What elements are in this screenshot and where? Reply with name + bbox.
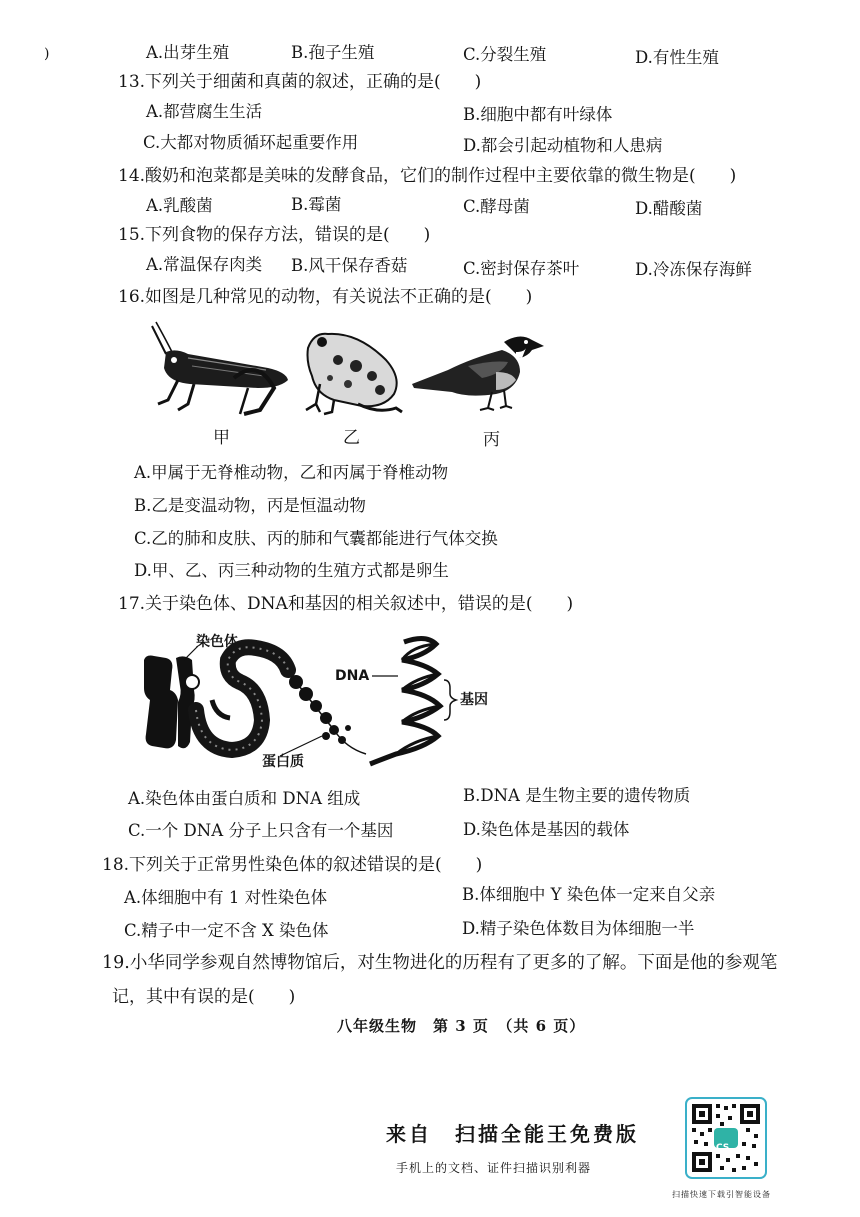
qr-badge: CS [716, 1143, 730, 1153]
q19-stem-line1: 19.小华同学参观自然博物馆后，对生物进化的历程有了更多的了解。下面是他的参观笔 [102, 953, 778, 973]
q15-stem: 15.下列食物的保存方法，错误的是( ) [118, 225, 431, 245]
page-footer: 八年级生物 第 3 页 （共 6 页） [337, 1017, 586, 1035]
q14-option-d: D.醋酸菌 [635, 199, 703, 218]
q19-stem-line2: 记，其中有误的是( ) [112, 987, 296, 1007]
q12-option-c: C.分裂生殖 [463, 45, 547, 64]
q12-option-a: A.出芽生殖 [146, 43, 230, 62]
q17-option-c: C.一个 DNA 分子上只含有一个基因 [128, 821, 394, 840]
q14-stem: 14.酸奶和泡菜都是美味的发酵食品，它们的制作过程中主要依靠的微生物是( ) [118, 166, 737, 186]
q14-option-b: B.霉菌 [291, 195, 342, 214]
q18-option-a: A.体细胞中有 1 对性染色体 [124, 888, 328, 907]
watermark-title: 来自 扫描全能王免费版 [386, 1122, 639, 1146]
q18-option-b: B.体细胞中 Y 染色体一定来自父亲 [462, 885, 716, 904]
q16-option-c: C.乙的肺和皮肤、丙的肺和气囊都能进行气体交换 [134, 529, 498, 548]
q15-option-b: B.风干保存香菇 [291, 256, 408, 275]
bird-icon [412, 328, 546, 412]
q17-option-d: D.染色体是基因的载体 [463, 820, 630, 839]
q18-option-d: D.精子染色体数目为体细胞一半 [462, 919, 695, 938]
label-gene: 基因 [460, 692, 488, 708]
q17-stem: 17.关于染色体、DNA和基因的相关叙述中，错误的是( ) [118, 594, 574, 614]
label-chromosome: 染色体 [196, 634, 238, 650]
q13-option-a: A.都营腐生生活 [146, 102, 263, 121]
q16-option-d: D.甲、乙、丙三种动物的生殖方式都是卵生 [134, 561, 449, 580]
grasshopper-icon [148, 318, 296, 418]
q12-option-d: D.有性生殖 [635, 48, 719, 67]
q12-option-b: B.孢子生殖 [291, 43, 375, 62]
q15-option-a: A.常温保存肉类 [146, 255, 263, 274]
q13-option-c: C.大都对物质循环起重要作用 [143, 133, 359, 152]
chromosome-dna-diagram [136, 630, 476, 770]
q15-option-d: D.冷冻保存海鲜 [635, 260, 752, 279]
margin-mark: ) [44, 46, 50, 62]
q16-stem: 16.如图是几种常见的动物，有关说法不正确的是( ) [118, 287, 533, 307]
q18-option-c: C.精子中一定不含 X 染色体 [124, 921, 329, 940]
figure-label-bing: 丙 [483, 430, 500, 450]
q14-option-c: C.酵母菌 [463, 197, 530, 216]
watermark-subtitle: 手机上的文档、证件扫描识别利器 [396, 1161, 592, 1175]
frog-icon [298, 324, 404, 416]
figure-label-yi: 乙 [343, 428, 360, 448]
q16-option-a: A.甲属于无脊椎动物，乙和丙属于脊椎动物 [134, 463, 449, 482]
q13-option-b: B.细胞中都有叶绿体 [463, 105, 613, 124]
q13-option-d: D.都会引起动植物和人患病 [463, 136, 663, 155]
q13-stem: 13.下列关于细菌和真菌的叙述，正确的是( ) [118, 72, 482, 92]
q17-option-b: B.DNA 是生物主要的遗传物质 [463, 786, 691, 805]
label-dna: DNA [335, 668, 370, 684]
figure-label-jia: 甲 [213, 428, 230, 448]
q17-option-a: A.染色体由蛋白质和 DNA 组成 [128, 789, 361, 808]
q14-option-a: A.乳酸菌 [146, 196, 213, 215]
qr-caption: 扫描快速下载引智能设备 [672, 1190, 771, 1199]
q16-option-b: B.乙是变温动物，丙是恒温动物 [134, 496, 366, 515]
q15-option-c: C.密封保存茶叶 [463, 259, 580, 278]
label-protein: 蛋白质 [262, 754, 304, 770]
q18-stem: 18.下列关于正常男性染色体的叙述错误的是( ) [102, 855, 483, 875]
